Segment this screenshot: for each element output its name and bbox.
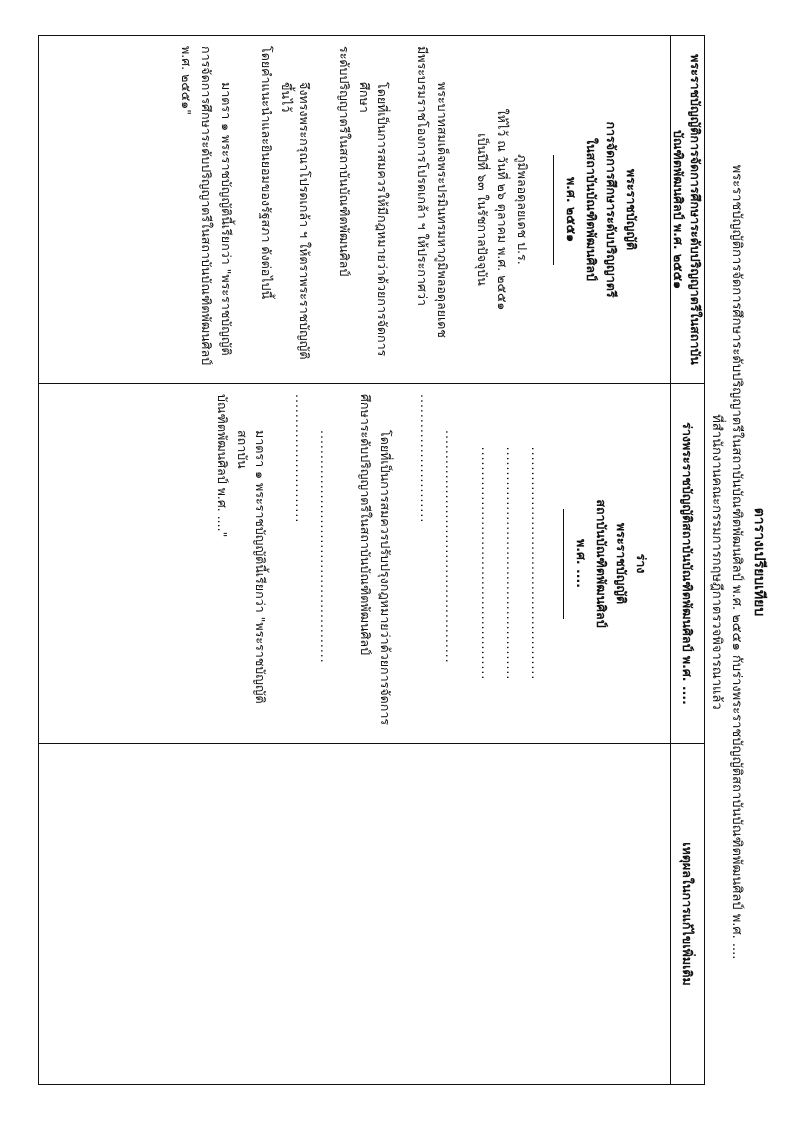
col1-header: พระราชบัญญัติการจัดการศึกษาระดับปริญญาตรีในสถาบันบัณฑิตพัฒนศิลป์ พ.ศ. ๒๕๕๑	[670, 36, 704, 384]
col2-dots-6: ...............................................	[318, 430, 333, 664]
document-subtitle: พระราชบัญญัติการจัดการศึกษาระดับปริญญาตรีในสถาบันบัณฑิตพัฒนศิลป์ พ.ศ. ๒๕๕๑ กับร่างพระราชบัญญัติสถาบันบัณฑิตพัฒนศิลป์ พ.ศ. ....	[729, 164, 744, 960]
col2-act-year: พ.ศ. ....	[574, 538, 589, 589]
col2-reason-1: โดยที่เป็นการสมควรปรับปรุงกฎหมายว่าด้วยการจัดการ	[378, 430, 393, 726]
col1-reason-2: ระดับปริญญาตรีในสถาบันบัณฑิตพัฒนศิลป์	[337, 46, 352, 277]
col3-body	[39, 744, 670, 1084]
col2-divider	[563, 509, 564, 619]
col1-royal-1: พระบาทสมเด็จพระปรมินทรมหาภูมิพลอดุลยเดช	[435, 82, 450, 338]
col2-dots-4: ...............................................	[443, 430, 458, 664]
document-subtitle-2: ที่สำนักงานคณะกรรมการกฤษฎีกาตรวจพิจารณาแล้ว	[709, 414, 724, 710]
col2-dots-1: ...............................................	[529, 446, 544, 681]
col2-body	[39, 384, 670, 744]
col1-section-1-line-2: การจัดการศึกษาระดับปริญญาตรีในสถาบันบัณฑิตพัฒนศิลป์	[199, 46, 214, 366]
col1-enact-2: โดยคำแนะนำและยินยอมของรัฐสภา ดังต่อไปนี้	[259, 46, 274, 300]
col1-act-label: พระราชบัญญัติ	[624, 168, 639, 251]
comparison-table	[38, 35, 705, 1085]
col1-act-name-1: การจัดการศึกษาระดับปริญญาตรี	[604, 121, 619, 298]
col1-act-year: พ.ศ. ๒๕๕๑	[564, 176, 579, 243]
col2-dots-2: ...............................................	[504, 446, 519, 681]
col1-body	[39, 36, 670, 384]
col1-act-name-2: ในสถาบันบัณฑิตพัฒนศิลป์	[584, 138, 599, 281]
document-title: ตารางเปรียบเทียบ	[751, 507, 767, 617]
col1-king: ภูมิพลอดุลยเดช ป.ร.	[515, 154, 530, 265]
col2-section-1-line-1: มาตรา ๑ พระราชบัญญัตินี้เรียกว่า "พระราชบัญญัติสถาบัน	[235, 430, 268, 704]
col2-reason-2: ศึกษาระดับปริญญาตรีในสถาบันบัณฑิตพัฒนศิลป์	[358, 394, 373, 656]
col2-act-label: พระราชบัญญัติ	[614, 522, 629, 605]
col1-section-1-line-1: มาตรา ๑ พระราชบัญญัตินี้เรียกว่า "พระราชบัญญัติ	[219, 82, 234, 356]
col1-reason-1: โดยที่เป็นการสมควรให้มีกฎหมายว่าด้วยการจัดการศึกษา	[357, 82, 390, 357]
col1-enact-1: จึงทรงพระกรุณาโปรดเกล้า ฯ ให้ตราพระราชบัญญัติขึ้นไว้	[279, 82, 312, 360]
col2-dots-5: ..........................	[418, 394, 433, 524]
col1-royal-2: มีพระบรมราชโองการโปรดเกล้า ฯ ให้ประกาศว่า	[415, 46, 430, 306]
col2-section-1-line-2: บัณฑิตพัฒนศิลป์ พ.ศ. ...."	[215, 394, 230, 538]
col2-draft-label: ร่าง	[634, 553, 649, 574]
col2-act-name: สถาบันบัณฑิตพัฒนศิลป์	[594, 499, 609, 628]
col2-dots-3: ...............................................	[479, 446, 494, 681]
col2-dots-7: ..........................	[293, 394, 308, 524]
col1-reign: เป็นปีที่ ๖๓ ในรัชกาลปัจจุบัน	[475, 133, 490, 286]
col1-divider	[553, 155, 554, 265]
col2-header: ร่างพระราชบัญญัติสถาบันบัณฑิตพัฒนศิลป์ พ.ศ. ....	[670, 384, 704, 744]
col3-header: เหตุผลในการแก้ไขเพิ่มเติม	[670, 744, 704, 1084]
col1-section-1-line-3: พ.ศ. ๒๕๕๑"	[179, 46, 194, 115]
col1-given: ให้ไว้ ณ วันที่ ๒๖ ตุลาคม พ.ศ. ๒๕๕๑	[495, 108, 510, 311]
